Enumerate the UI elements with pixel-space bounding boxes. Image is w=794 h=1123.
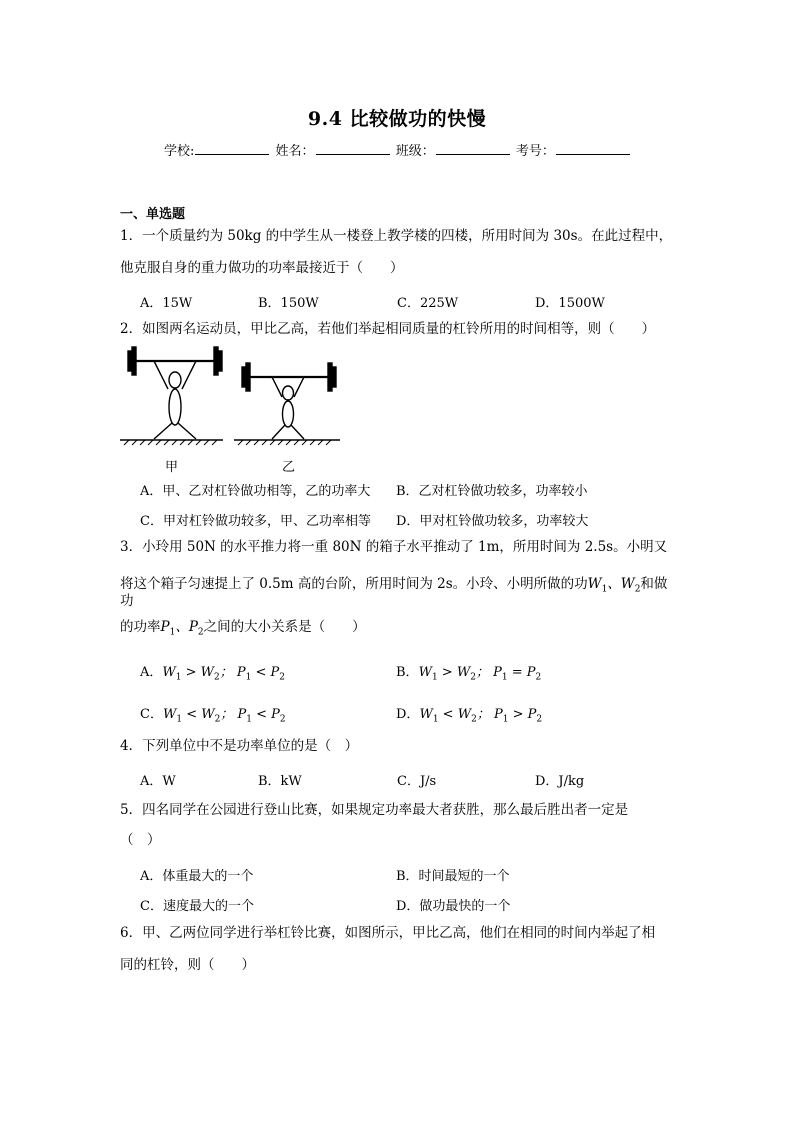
q3-line2-wrap — [120, 578, 680, 608]
q5-line2: （ ） — [120, 832, 161, 848]
q3-line1: 3．小玲用 50N 的水平推力将一重 80N 的箱子水平推动了 1m，所用时间为 2.5s。小明又 — [120, 539, 668, 555]
q3-line2: 将这个箱子匀速提上了 0.5m 高的台阶，所用时间为 2s。小玲、小明所做的功 — [120, 576, 588, 592]
q4-option-d[interactable]: D．J/kg — [535, 774, 585, 789]
school-label: 学校: — [164, 144, 195, 159]
q2-option-c[interactable]: C．甲对杠铃做功较多，甲、乙功率相等 — [140, 514, 371, 529]
q6-line1: 6．甲、乙两位同学进行举杠铃比赛，如图所示，甲比乙高，他们在相同的时间内举起了相 — [120, 925, 656, 941]
athlete-jia-icon — [128, 347, 222, 439]
q2-option-a[interactable]: A．甲、乙对杠铃做功相等，乙的功率大 — [140, 484, 371, 499]
q3-line3a: 的功率 — [120, 619, 161, 635]
q5-option-a[interactable]: A．体重最大的一个 — [140, 869, 254, 884]
q4-option-c[interactable]: C．J/s — [397, 774, 437, 789]
q5-option-c[interactable]: C．速度最大的一个 — [140, 899, 254, 914]
q2-option-b[interactable]: B．乙对杠铃做功较多，功率较小 — [396, 484, 588, 499]
page-title: 9.4 比较做功的快慢 — [307, 108, 487, 130]
q1-option-d[interactable]: D．1500W — [535, 296, 605, 311]
q3-option-a[interactable]: A．$W_1 > W_2$； $P_1 < P_2$ — [140, 665, 286, 683]
q4-option-a[interactable]: A．W — [140, 774, 176, 789]
exam-number-label: 考号： — [515, 144, 555, 159]
q5-line1: 5．四名同学在公园进行登山比赛，如果规定功率最大者获胜，那么最后胜出者一定是 — [120, 802, 629, 818]
q3-p1p2-symbols: $P_1$、$P_2$ — [160, 619, 204, 638]
q5-option-b[interactable]: B．时间最短的一个 — [396, 869, 510, 884]
q2-line1: 2．如图两名运动员，甲比乙高，若他们举起相同质量的杠铃所用的时间相等，则（ ） — [120, 321, 656, 337]
q3-line3-wrap — [120, 621, 680, 638]
name-label: 姓名： — [275, 144, 315, 159]
q1-line1: 1．一个质量约为 50kg 的中学生从一楼登上教学楼的四楼，所用时间为 30s。在此过程中， — [120, 228, 673, 244]
q5-option-d[interactable]: D．做功最快的一个 — [396, 899, 511, 914]
athlete-yi-icon — [242, 363, 336, 439]
exam-number-blank[interactable] — [556, 142, 630, 155]
figure-label-jia: 甲 — [165, 460, 179, 475]
q6-line2: 同的杠铃，则（ ） — [120, 957, 255, 973]
student-info-line — [164, 140, 632, 159]
q3-line2b: 和做功 — [120, 576, 668, 609]
q3-w1w2-symbols: $W_1$、$W_2$ — [587, 576, 641, 595]
q1-line2: 他克服自身的重力做功的功率最接近于（ ） — [120, 260, 404, 276]
q4-option-b[interactable]: B．kW — [258, 774, 302, 789]
class-label: 班级： — [395, 144, 435, 159]
q3-option-c[interactable]: C．$W_1 < W_2$； $P_1 < P_2$ — [140, 707, 286, 725]
school-blank[interactable] — [195, 142, 269, 155]
q1-option-a[interactable]: A．15W — [140, 296, 193, 311]
section-title: 一、单选题 — [120, 207, 186, 222]
weightlifters-figure — [118, 345, 346, 455]
class-blank[interactable] — [436, 142, 510, 155]
q3-option-b[interactable]: B．$W_1 > W_2$； $P_1 = P_2$ — [396, 665, 542, 683]
name-blank[interactable] — [316, 142, 390, 155]
q4-line1: 4．下列单位中不是功率单位的是（ ） — [120, 738, 359, 754]
figure-label-yi: 乙 — [282, 460, 296, 475]
q1-option-c[interactable]: C．225W — [397, 296, 459, 311]
q1-option-b[interactable]: B．150W — [258, 296, 319, 311]
q3-option-d[interactable]: D．$W_1 < W_2$； $P_1 > P_2$ — [396, 707, 543, 725]
q2-option-d[interactable]: D．甲对杠铃做功较多，功率较大 — [396, 514, 589, 529]
q3-line3b: 之间的大小关系是（ ） — [203, 619, 366, 635]
